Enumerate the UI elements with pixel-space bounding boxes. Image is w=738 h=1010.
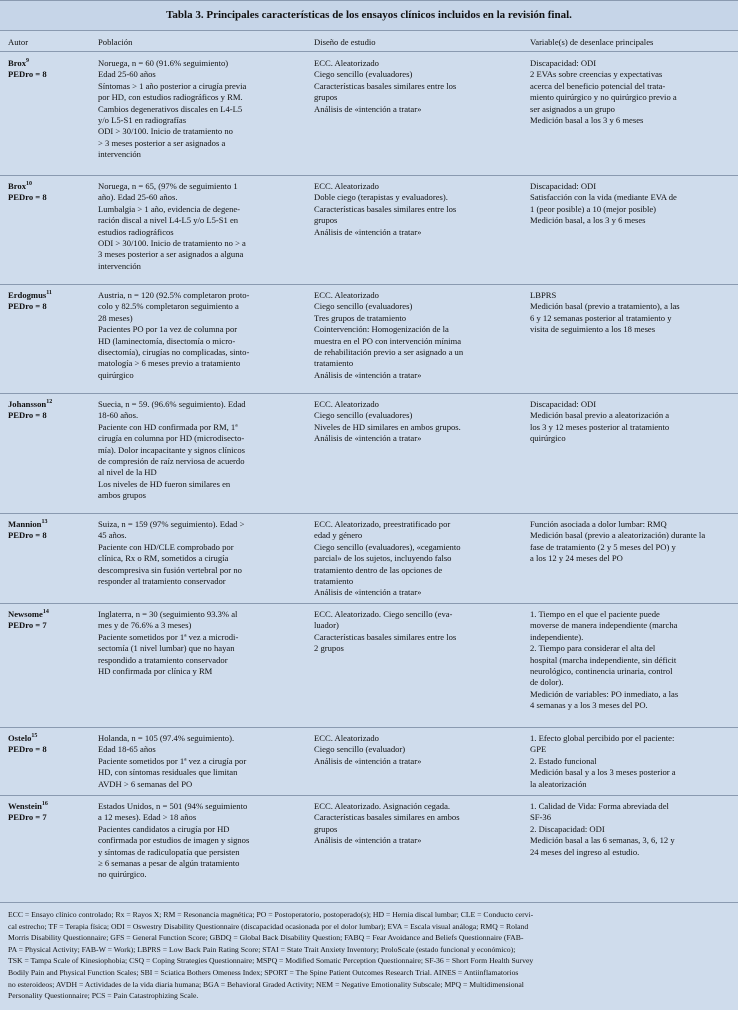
population-cell [98, 801, 308, 881]
cell-line: Paciente sometidos por 1ª vez a microdi- [98, 631, 239, 642]
population-cell [98, 519, 308, 587]
pedro-score: PEDro = 7 [8, 620, 47, 631]
pedro-score: PEDro = 8 [8, 410, 47, 421]
cell-line: miento quirúrgico y no quirúrgico previo a [530, 92, 677, 103]
cell-line: Características basales similares entre los [314, 80, 457, 91]
cell-line: Pacientes candidatos a cirugía por HD [98, 823, 230, 834]
author-name [8, 733, 94, 744]
author-cell [8, 801, 94, 824]
cell-line: descompresiva sin fusión vertebral por no [98, 564, 242, 575]
cell-line: estudios radiográficos [98, 226, 174, 237]
author-ref: 12 [46, 399, 53, 406]
cell-line: ser asignados a un grupo [530, 103, 615, 114]
cell-line: 28 meses) [98, 312, 133, 323]
cell-line: parcial» de los sujetos, incluyendo falso [314, 553, 452, 564]
cell-line: Edad 25-60 años [98, 69, 156, 80]
author-cell [8, 519, 94, 542]
cell-line: > 3 meses posterior a ser asignados a [98, 137, 226, 148]
cell-line: HD, con síntomas residuales que limitan [98, 767, 238, 778]
cell-line: grupos [314, 215, 338, 226]
cell-line: muestra en el PO con intervención mínima [314, 335, 462, 346]
author-ref: 10 [26, 181, 32, 188]
author-name [8, 58, 94, 69]
cell-line: Características basales similares en ambos [314, 812, 460, 823]
cell-line: GPE [530, 744, 547, 755]
cell-line: Lumbalgia > 1 año, evidencia de degene- [98, 203, 241, 214]
cell-line: fase de tratamiento (2 y 5 meses del PO) y [530, 541, 676, 552]
cell-line: Características basales similares entre los [314, 631, 457, 642]
author-text: Brox [8, 181, 26, 191]
cell-line: Ciego sencillo (evaluadores), «cegamiento [314, 541, 461, 552]
cell-line: grupos [314, 823, 338, 834]
cell-line: responder al tratamiento conservador [98, 576, 226, 587]
cell-line: moverse de manera independiente (marcha [530, 620, 678, 631]
outcome-cell [530, 733, 730, 790]
author-text: Erdogmus [8, 290, 47, 300]
cell-line: Discapacidad: ODI [530, 399, 597, 409]
cell-line: Paciente con HD confirmada por RM, 1ª [98, 421, 238, 432]
table-footnote [0, 902, 738, 1010]
outcome-cell [530, 290, 730, 336]
table-row [0, 52, 738, 176]
cell-line: neurológico, continencia urinaria, control [530, 666, 673, 677]
cell-line: ECC. Aleatorizado. Asignación cegada. [314, 801, 451, 811]
author-cell [8, 290, 94, 313]
footnote-line: Bodily Pain and Physical Function Scales; SBI = Sciatica Bothers Omeness Index; SPORT = The Spine Patient Outcomes Research Trial. AINES = Antiinflamatorios [8, 968, 519, 977]
cell-line: SF-36 [530, 812, 552, 823]
cell-line: Satisfacción con la vida (mediante EVA de [530, 192, 677, 203]
cell-line: ECC. Aleatorizado [314, 58, 379, 68]
cell-line: Suiza, n = 159 (97% seguimiento). Edad > [98, 519, 245, 529]
cell-line: grupos [314, 92, 338, 103]
cell-line: Análisis de «intención a tratar» [314, 103, 422, 114]
cell-line: Medición basal previo a aleatorización a [530, 410, 670, 421]
pedro-score: PEDro = 7 [8, 812, 47, 823]
cell-line: Medición basal, a los 3 y 6 meses [530, 215, 646, 226]
cell-line: Pacientes PO por 1a vez de columna por [98, 324, 238, 335]
cell-line: matología > 6 meses previo a tratamiento [98, 358, 241, 369]
cell-line: 18-60 años. [98, 410, 139, 421]
table-row [0, 795, 738, 903]
cell-line: disectomía), cirugías no complicadas, sinto- [98, 347, 250, 358]
cell-line: 45 años. [98, 530, 127, 541]
cell-line: de compresión de raíz nerviosa de acuerdo [98, 456, 245, 467]
cell-line: quirúrgico [530, 433, 566, 444]
cell-line: 6 y 12 semanas posterior al tratamiento y [530, 312, 672, 323]
author-cell [8, 733, 94, 756]
table-title: Tabla 3. Principales características de los ensayos clínicos incluidos en la revisión final. [0, 0, 738, 31]
cell-line: Noruega, n = 60 (91.6% seguimiento) [98, 58, 229, 68]
design-cell [314, 290, 524, 381]
header-population: Población [98, 37, 133, 47]
cell-line: Análisis de «intención a tratar» [314, 835, 422, 846]
author-cell [8, 58, 94, 81]
author-name [8, 609, 94, 620]
cell-line: Los niveles de HD fueron similares en [98, 478, 231, 489]
cell-line: Análisis de «intención a tratar» [314, 226, 422, 237]
cell-line: clínica, Rx o RM, sometidos a cirugía [98, 553, 229, 564]
author-ref: 11 [46, 290, 52, 297]
cell-line: la aleatorización [530, 778, 587, 789]
pedro-score: PEDro = 8 [8, 192, 47, 203]
cell-line: ECC. Aleatorizado [314, 733, 379, 743]
cell-line: por HD, con estudios radiográficos y RM. [98, 92, 243, 103]
cell-line: confirmada por estudios de imagen y signos [98, 835, 250, 846]
cell-line: Paciente sometidos por 1ª vez a cirugía por [98, 755, 247, 766]
table-row [0, 175, 738, 285]
cell-line: LBPRS [530, 290, 557, 300]
cell-line: ECC. Aleatorizado. Ciego sencillo (eva- [314, 609, 453, 619]
cell-line: mía). Dolor incapacitante y signos clínicos [98, 444, 246, 455]
cell-line: y/o L5-S1 en radiografías [98, 115, 187, 126]
table-row [0, 513, 738, 604]
author-text: Johansson [8, 399, 47, 409]
cell-line: Medición basal (previo a tratamiento), a las [530, 301, 680, 312]
author-text: Brox [8, 58, 26, 68]
pedro-score: PEDro = 8 [8, 301, 47, 312]
cell-line: Austria, n = 120 (92.5% completaron proto- [98, 290, 250, 300]
footnote-line: Morris Disability Questionnaire; GFS = General Function Score; GBDQ = Global Back Disability Question; FABQ = Fear Avoidance and Beliefs Questionnaire (FAB- [8, 933, 524, 943]
footnote-line: TSK = Tampa Scale of Kinesiophobia; CSQ = Coping Strategies Questionnaire; MSPQ = Modified Somatic Perception Questionnaire; SF-36 = Short Form Health Survey [8, 956, 534, 966]
cell-line: Cointervención: Homogenización de la [314, 324, 449, 335]
cell-line: ECC. Aleatorizado [314, 290, 379, 300]
cell-line: hospital (marcha independiente, sin déficit [530, 654, 677, 665]
cell-line: ración discal a nivel L4-L5 y/o L5-S1 en [98, 215, 239, 226]
cell-line: 2. Tiempo para considerar el alta del [530, 643, 656, 654]
population-cell [98, 399, 308, 502]
cell-line: Ciego sencillo (evaluadores) [314, 69, 413, 80]
cell-line: Medición basal a las 6 semanas, 3, 6, 12 y [530, 835, 675, 846]
design-cell [314, 733, 524, 767]
cell-line: sectomía (1 nivel lumbar) que no hayan [98, 643, 235, 654]
pedro-score: PEDro = 8 [8, 69, 47, 80]
cell-line: tratamiento [314, 358, 354, 369]
pedro-score: PEDro = 8 [8, 744, 47, 755]
cell-line: Niveles de HD similares en ambos grupos. [314, 421, 461, 432]
cell-line: 1 (peor posible) a 10 (mejor posible) [530, 203, 657, 214]
design-cell [314, 801, 524, 847]
cell-line: de dolor). [530, 677, 564, 688]
cell-line: Cambios degenerativos discales en L4-L5 [98, 103, 243, 114]
author-name [8, 290, 94, 301]
cell-line: 1. Efecto global percibido por el paciente: [530, 733, 675, 743]
author-text: Ostelo [8, 733, 32, 743]
pedro-score: PEDro = 8 [8, 530, 47, 541]
design-cell [314, 609, 524, 655]
population-cell [98, 609, 308, 677]
cell-line: ODI > 30/100. Inicio de tratamiento no > a [98, 238, 246, 249]
cell-line: Inglaterra, n = 30 (seguimiento 93.3% al [98, 609, 238, 619]
design-cell [314, 399, 524, 445]
cell-line: quirúrgico [98, 369, 134, 380]
design-cell [314, 58, 524, 115]
outcome-cell [530, 519, 730, 565]
cell-line: Análisis de «intención a tratar» [314, 369, 422, 380]
cell-line: intervención [98, 260, 141, 271]
cell-line: Medición basal (previo a aleatorización) durante la [530, 530, 706, 541]
cell-line: ODI > 30/100. Inicio de tratamiento no [98, 126, 233, 137]
cell-line: Estados Unidos, n = 501 (94% seguimiento [98, 801, 248, 811]
author-ref: 15 [31, 733, 38, 740]
cell-line: ECC. Aleatorizado, preestratificado por [314, 519, 451, 529]
cell-line: 4 semanas y a los 3 meses del PO. [530, 700, 648, 711]
cell-line: año). Edad 25-60 años. [98, 192, 178, 203]
author-name [8, 519, 94, 530]
cell-line: HD (laminectomía, disectomía o micro- [98, 335, 236, 346]
author-cell [8, 609, 94, 632]
outcome-cell [530, 609, 730, 712]
cell-line: 2 EVAs sobre creencias y expectativas [530, 69, 663, 80]
author-text: Mannion [8, 519, 42, 529]
cell-line: acerca del beneficio potencial del trata- [530, 80, 666, 91]
header-design: Diseño de estudio [314, 37, 376, 47]
outcome-cell [530, 58, 730, 126]
cell-line: Noruega, n = 65, (97% de seguimiento 1 [98, 181, 238, 191]
cell-line: visita de seguimiento a los 18 meses [530, 324, 656, 335]
header-author: Autor [8, 37, 29, 47]
cell-line: a los 12 y 24 meses del PO [530, 553, 623, 564]
author-cell [8, 399, 94, 422]
table-row [0, 603, 738, 728]
cell-line: Análisis de «intención a tratar» [314, 755, 422, 766]
author-ref: 16 [41, 801, 48, 808]
population-cell [98, 58, 308, 161]
cell-line: mes y de 76.6% a 3 meses) [98, 620, 192, 631]
cell-line: tratamiento dentro de las opciones de [314, 564, 443, 575]
outcome-cell [530, 181, 730, 227]
design-cell [314, 181, 524, 238]
footnote-line: cal estrecho; TF = Terapia física; ODI = Oswestry Disability Questionnaire (discapacidad ocasionada por el dolor lumbar); EVA = Escala visual análoga; RMQ = Roland [8, 921, 529, 931]
cell-line: 1. Tiempo en el que el paciente puede [530, 609, 660, 619]
table-row [0, 393, 738, 514]
cell-line: Discapacidad: ODI [530, 181, 597, 191]
footnote-line: ECC = Ensayo clínico controlado; Rx = Rayos X; RM = Resonancia magnética; PO = Postoperatorio, postoperado(s); HD = Hernia discal lumbar; CLE = Conducto cervi- [8, 910, 534, 919]
cell-line: Holanda, n = 105 (97.4% seguimiento). [98, 733, 235, 743]
cell-line: ECC. Aleatorizado [314, 399, 379, 409]
header-outcome: Variable(s) de desenlace principales [530, 37, 654, 47]
cell-line: 1. Calidad de Vida: Forma abreviada del [530, 801, 669, 811]
cell-line: Ciego sencillo (evaluadores) [314, 301, 413, 312]
cell-line: tratamiento [314, 576, 354, 587]
cell-line: Discapacidad: ODI [530, 58, 597, 68]
footnote-line: no esteroideos; AVDH = Actividades de la vida diaria humana; BGA = Behavioral Graded Activity; NEM = Negative Emotionality Subscale; MPQ = Multidimensional [8, 979, 524, 989]
cell-line: 2. Discapacidad: ODI [530, 823, 605, 834]
cell-line: Tres grupos de tratamiento [314, 312, 407, 323]
cell-line: los 3 y 12 meses posterior al tratamiento [530, 421, 670, 432]
cell-line: ECC. Aleatorizado [314, 181, 379, 191]
cell-line: ≥ 6 semanas a pesar de algún tratamiento [98, 858, 240, 869]
cell-line: de rehabilitación previo a ser asignado a un [314, 347, 464, 358]
cell-line: y síntomas de radiculopatía que persisten [98, 846, 240, 857]
cell-line: Ciego sencillo (evaluadores) [314, 410, 413, 421]
cell-line: Medición de variables: PO inmediato, a las [530, 688, 679, 699]
author-cell [8, 181, 94, 204]
outcome-cell [530, 801, 730, 858]
author-ref: 13 [41, 519, 48, 526]
cell-line: Edad 18-65 años [98, 744, 156, 755]
outcome-cell [530, 399, 730, 445]
author-name [8, 399, 94, 410]
cell-line: a 12 meses). Edad > 18 años [98, 812, 197, 823]
cell-line: no quirúrgico. [98, 869, 147, 880]
author-text: Wenstein [8, 801, 42, 811]
cell-line: respondido a tratamiento conservador [98, 654, 228, 665]
cell-line: Análisis de «intención a tratar» [314, 433, 422, 444]
cell-line: 24 meses del ingreso al estudio. [530, 846, 640, 857]
cell-line: Ciego sencillo (evaluador) [314, 744, 406, 755]
author-ref: 9 [26, 58, 29, 65]
cell-line: al nivel de la HD [98, 467, 157, 478]
population-cell [98, 290, 308, 381]
cell-line: Doble ciego (terapistas y evaluadores). [314, 192, 448, 203]
cell-line: cirugía en columna por HD (microdisecto- [98, 433, 245, 444]
cell-line: Paciente con HD/CLE comprobado por [98, 541, 234, 552]
table-row [0, 727, 738, 796]
cell-line: independiente). [530, 631, 584, 642]
author-text: Newsome [8, 609, 43, 619]
cell-line: 2. Estado funcional [530, 755, 597, 766]
cell-line: 2 grupos [314, 643, 344, 654]
cell-line: edad y género [314, 530, 363, 541]
cell-line: 3 meses posterior a ser asignados a alguna [98, 249, 244, 260]
cell-line: Medición basal y a los 3 meses posterior a [530, 767, 676, 778]
cell-line: luador) [314, 620, 339, 631]
cell-line: HD confirmada por clínica y RM [98, 666, 213, 677]
table-row [0, 284, 738, 394]
cell-line: colo y 82.5% completaron seguimiento a [98, 301, 239, 312]
design-cell [314, 519, 524, 599]
footnote-line: Personality Questionnaire; PCS = Pain Catastrophizing Scale. [8, 991, 199, 1001]
author-name [8, 181, 94, 192]
author-ref: 14 [42, 609, 49, 616]
table-header [0, 31, 738, 52]
cell-line: Características basales similares entre los [314, 203, 457, 214]
cell-line: intervención [98, 149, 141, 160]
cell-line: Suecia, n = 59. (96.6% seguimiento). Edad [98, 399, 246, 409]
cell-line: Función asociada a dolor lumbar: RMQ [530, 519, 667, 529]
cell-line: ambos grupos [98, 490, 146, 501]
population-cell [98, 181, 308, 272]
cell-line: AVDH > 6 semanas del PO [98, 778, 193, 789]
cell-line: Síntomas > 1 año posterior a cirugía previa [98, 80, 247, 91]
cell-line: Medición basal a los 3 y 6 meses [530, 115, 644, 126]
cell-line: Análisis de «intención a tratar» [314, 587, 422, 598]
footnote-line: PA = Physical Activity; FAB-W = Work); LBPRS = Low Back Pain Rating Score; STAI = State Trait Anxiety Inventory; ProloScale (estado funcional y económico); [8, 944, 516, 954]
author-name [8, 801, 94, 812]
population-cell [98, 733, 308, 790]
